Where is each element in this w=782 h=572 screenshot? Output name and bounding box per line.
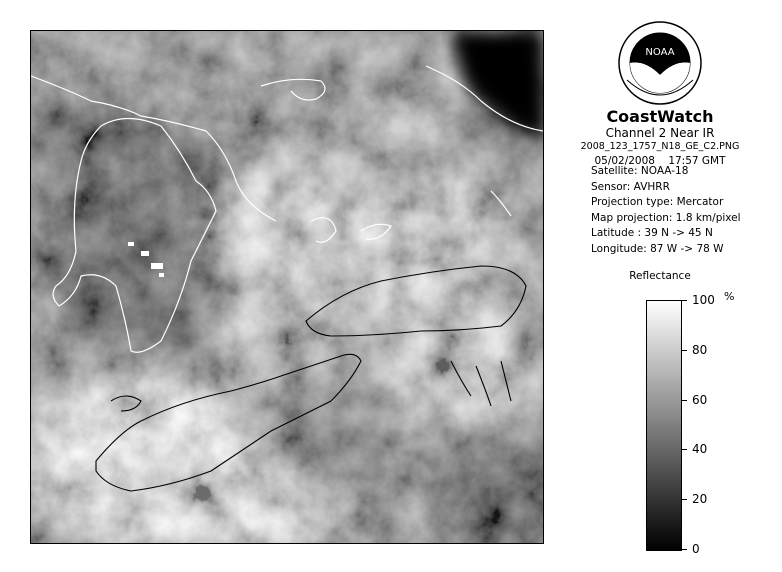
colorbar-tick bbox=[681, 300, 687, 301]
colorbar-tick-label: 40 bbox=[692, 442, 708, 457]
svg-text:NOAA: NOAA bbox=[645, 47, 675, 58]
colorbar-tick-label: 100 bbox=[692, 293, 715, 307]
brand-title: CoastWatch bbox=[606, 107, 714, 126]
product-header bbox=[560, 108, 760, 168]
colorbar-tick bbox=[681, 400, 687, 401]
sensor-label: Sensor: AVHRR bbox=[591, 180, 670, 193]
colorbar-tick-label: 0 bbox=[692, 542, 700, 556]
metadata-list bbox=[591, 164, 741, 257]
map-projection-label: Map projection: 1.8 km/pixel bbox=[591, 211, 741, 224]
longitude-label: Longitude: 87 W -> 78 W bbox=[591, 242, 724, 255]
date-time: 05/02/2008 17:57 GMT bbox=[594, 155, 726, 167]
colorbar-tick-label: 80 bbox=[692, 342, 708, 357]
file-name: 2008_123_1757_N18_GE_C2.PNG bbox=[580, 141, 740, 152]
colorbar bbox=[646, 300, 682, 551]
colorbar-tick bbox=[681, 449, 687, 450]
channel-label: Channel 2 Near IR bbox=[605, 126, 715, 140]
colorbar-title: Reflectance bbox=[629, 270, 691, 282]
projection-type-label: Projection type: Mercator bbox=[591, 196, 724, 208]
satellite-label: Satellite: NOAA-18 bbox=[591, 165, 689, 177]
colorbar-tick-label: 60 bbox=[692, 392, 708, 407]
satellite-imagery bbox=[31, 31, 543, 543]
colorbar-tick bbox=[681, 499, 687, 500]
noaa-logo bbox=[617, 20, 703, 106]
colorbar-tick bbox=[681, 549, 687, 550]
colorbar-tick bbox=[681, 350, 687, 351]
noaa-seal-icon bbox=[617, 20, 703, 106]
latitude-label: Latitude : 39 N -> 45 N bbox=[591, 227, 713, 239]
colorbar-unit: % bbox=[724, 290, 735, 303]
satellite-map bbox=[30, 30, 544, 544]
colorbar-tick-label: 20 bbox=[692, 492, 708, 507]
